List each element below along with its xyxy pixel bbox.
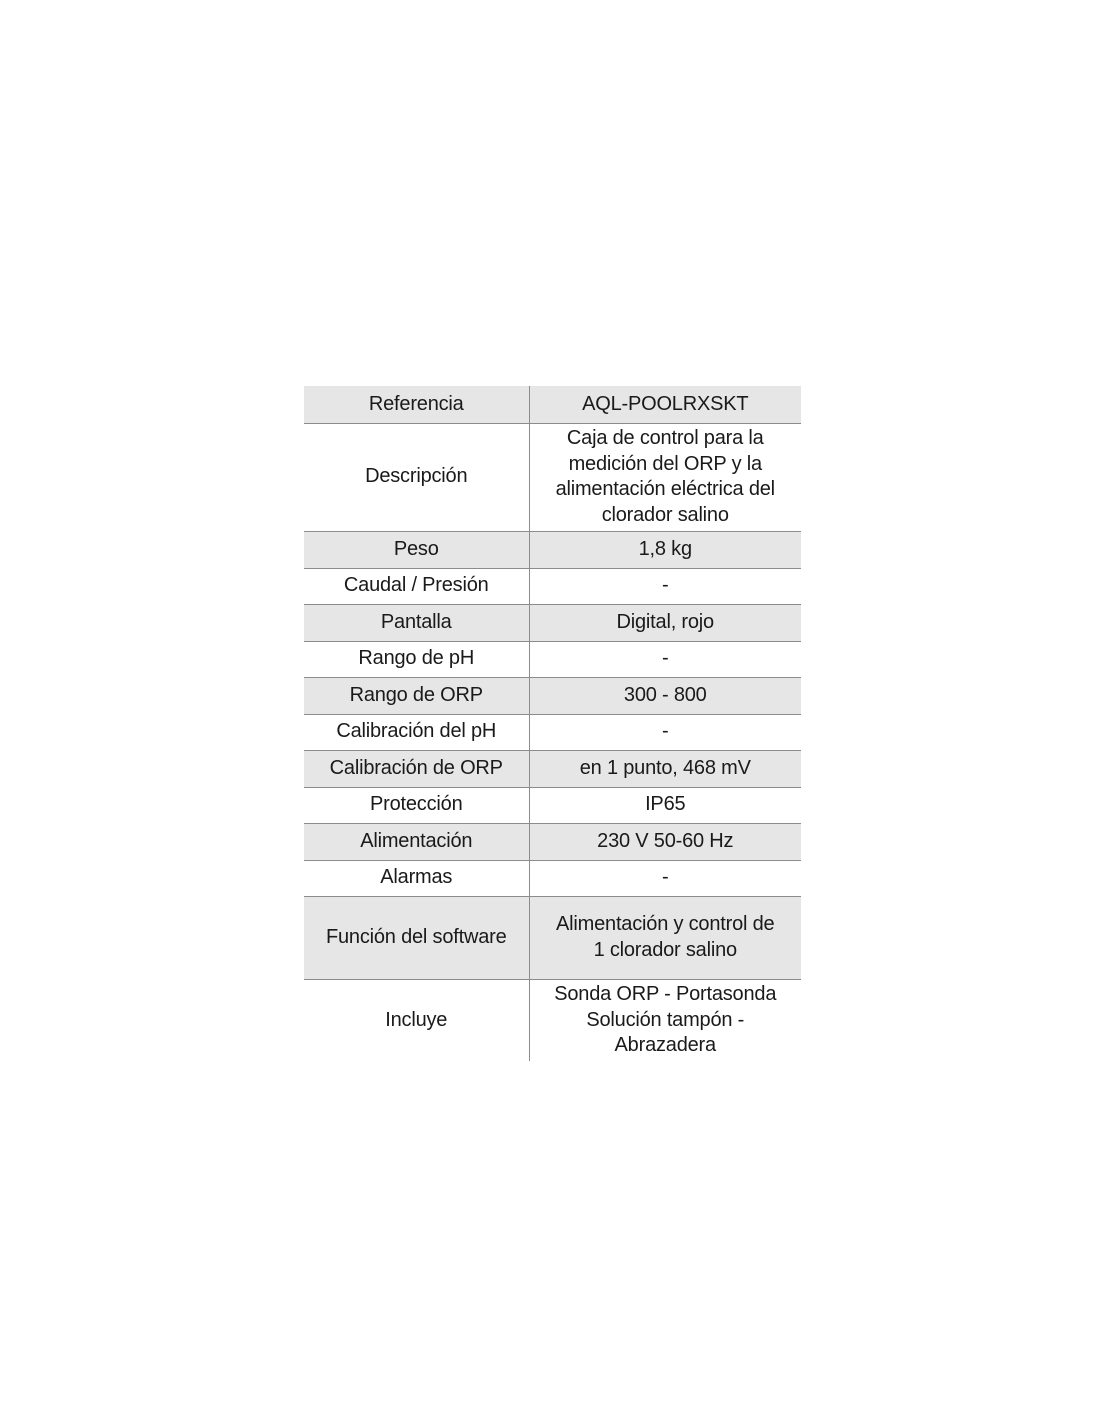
row-label: Calibración del pH <box>304 714 529 750</box>
table-row-proteccion <box>304 787 801 823</box>
row-label: Incluye <box>304 979 529 1061</box>
table-row-alarmas <box>304 860 801 896</box>
row-value: Caja de control para la medición del ORP y la alimentación eléctrica del clorador salino <box>529 423 801 531</box>
row-value: en 1 punto, 468 mV <box>529 750 801 787</box>
table-row-pantalla <box>304 604 801 641</box>
table-row-rango-orp <box>304 677 801 714</box>
row-label: Alarmas <box>304 860 529 896</box>
row-label: Calibración de ORP <box>304 750 529 787</box>
row-label: Rango de pH <box>304 641 529 677</box>
row-value: - <box>529 714 801 750</box>
row-value: IP65 <box>529 787 801 823</box>
row-value: - <box>529 568 801 604</box>
row-value: - <box>529 641 801 677</box>
row-value: 300 - 800 <box>529 677 801 714</box>
row-label: Peso <box>304 531 529 568</box>
row-label: Caudal / Presión <box>304 568 529 604</box>
row-label: Función del software <box>304 896 529 979</box>
row-value: - <box>529 860 801 896</box>
row-value: AQL-POOLRXSKT <box>529 386 801 423</box>
row-label: Rango de ORP <box>304 677 529 714</box>
table-row-incluye <box>304 979 801 1061</box>
table-row-peso <box>304 531 801 568</box>
table-row-alimentacion <box>304 823 801 860</box>
table-row-descripcion <box>304 423 801 531</box>
table-row-calibracion-ph <box>304 714 801 750</box>
row-value: 230 V 50-60 Hz <box>529 823 801 860</box>
row-label: Pantalla <box>304 604 529 641</box>
table-row-funcion-software <box>304 896 801 979</box>
row-label: Protección <box>304 787 529 823</box>
table-row-calibracion-orp <box>304 750 801 787</box>
row-value: Alimentación y control de 1 clorador salino <box>529 896 801 979</box>
row-value: Digital, rojo <box>529 604 801 641</box>
table-row-caudal-presion <box>304 568 801 604</box>
spec-table <box>304 386 801 1061</box>
row-value: 1,8 kg <box>529 531 801 568</box>
row-label: Descripción <box>304 423 529 531</box>
row-label: Referencia <box>304 386 529 423</box>
row-label: Alimentación <box>304 823 529 860</box>
table-row-referencia <box>304 386 801 423</box>
table-row-rango-ph <box>304 641 801 677</box>
row-value: Sonda ORP - Portasonda Solución tampón - Abrazadera <box>554 983 777 1056</box>
